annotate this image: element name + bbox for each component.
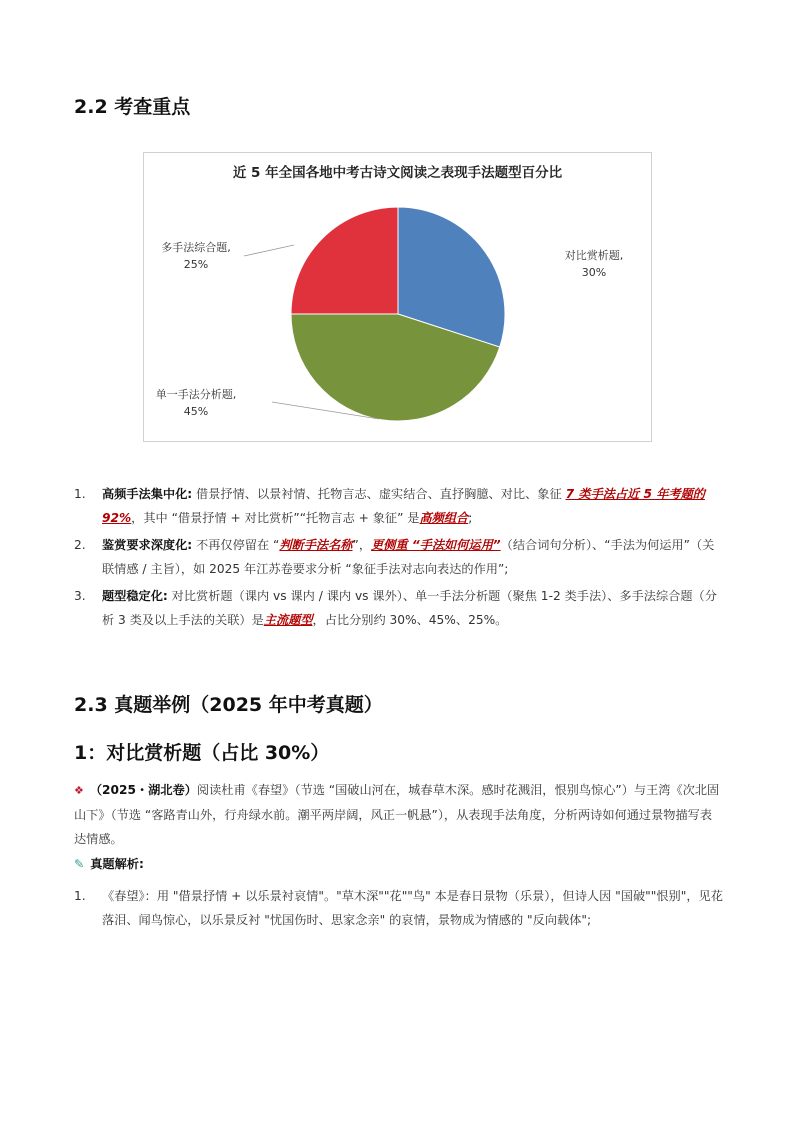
highlight: 判断手法名称 <box>279 538 353 552</box>
slice-label-value-3: 25% <box>183 258 209 271</box>
question-source: （2025・湖北卷） <box>89 783 197 797</box>
list-number: 1. <box>74 889 86 903</box>
analysis-label <box>74 852 724 876</box>
pencil-icon: ✎ <box>74 857 85 871</box>
analysis-text: 《春望》：用 "借景抒情 + 以乐景衬哀情"。"草木深""花""鸟" 本是春日景物（乐景），但诗人因 "国破""恨别"，见花落泪、闻鸟惊心，以乐景反衬 "忧国伤时、思家念亲" 的哀情，景物成为情感的 "反向载体"; <box>102 889 723 927</box>
text: 对比赏析题（课内 vs 课内 / 课内 vs 课外）、单一手法分析题（聚焦 1-2 类手法）、多手法综合题（分析 3 类及以上手法的关联）是 <box>102 589 717 627</box>
pie-slice-3 <box>291 207 398 314</box>
list-number: 2. <box>74 538 86 552</box>
key-point-2 <box>74 533 724 581</box>
key-term: 高频手法集中化: <box>102 487 193 501</box>
key-point-1 <box>74 482 724 530</box>
question-text: 阅读杜甫《春望》（节选 “国破山河在，城春草木深。感时花溅泪，恨别鸟惊心”）与王湾《次北固山下》（节选 “客路青山外，行舟绿水前。潮平两岸阔，风正一帆悬”），从表现手法角度，分析两诗如何通过景物描写表达情感。 <box>74 783 720 846</box>
text: ”， <box>352 538 372 552</box>
highlight: 更侧重 “手法如何运用” <box>371 538 501 552</box>
list-number: 1. <box>74 487 86 501</box>
chart-title: 近 5 年全国各地中考古诗文阅读之表现手法题型百分比 <box>232 165 563 181</box>
key-points-list <box>74 482 724 635</box>
section-heading-2-3: 2.3 真题举例（2025 年中考真题） <box>74 694 383 716</box>
text: 借景抒情、以景衬情、托物言志、虚实结合、直抒胸臆、对比、象征 <box>192 487 566 501</box>
key-point-3 <box>74 584 724 632</box>
highlight: 高频组合 <box>419 511 469 525</box>
slice-label-name-3: 多手法综合题, <box>161 241 231 254</box>
text: 不再仅停留在 “ <box>192 538 280 552</box>
section-heading-2-2: 2.2 考查重点 <box>74 96 191 118</box>
slice-label-name-2: 单一手法分析题, <box>155 388 237 401</box>
list-number: 3. <box>74 589 86 603</box>
text: ，占比分别约 30%、45%、25%。 <box>312 613 508 627</box>
pie-chart-svg <box>144 153 651 441</box>
highlight: 主流题型 <box>263 613 313 627</box>
text: （结合词句分析）、“手法为何运用”（关联情感 / 主旨），如 2025 年江苏卷要求分析 “象征手法对志向表达的作用”; <box>102 538 715 576</box>
leader-line-3 <box>244 245 294 256</box>
pie-chart <box>143 152 652 442</box>
highlight: 7 类手法占近 5 年考题的 92% <box>102 487 705 525</box>
question-block <box>74 778 724 851</box>
analysis-title: 真题解析: <box>90 857 144 871</box>
text: ; <box>468 511 473 525</box>
subsection-heading-1: 1：对比赏析题（占比 30%） <box>74 742 330 764</box>
analysis-list <box>74 884 724 935</box>
analysis-item-1 <box>74 884 724 932</box>
key-term: 鉴赏要求深度化: <box>102 538 193 552</box>
slice-label-value-1: 30% <box>581 266 607 279</box>
key-term: 题型稳定化: <box>102 589 168 603</box>
slice-label-value-2: 45% <box>183 405 209 418</box>
diamond-bullet-icon: ❖ <box>74 784 84 797</box>
text: ，其中 “借景抒情 + 对比赏析”“托物言志 + 象征” 是 <box>131 511 420 525</box>
slice-label-name-1: 对比赏析题, <box>564 249 624 262</box>
